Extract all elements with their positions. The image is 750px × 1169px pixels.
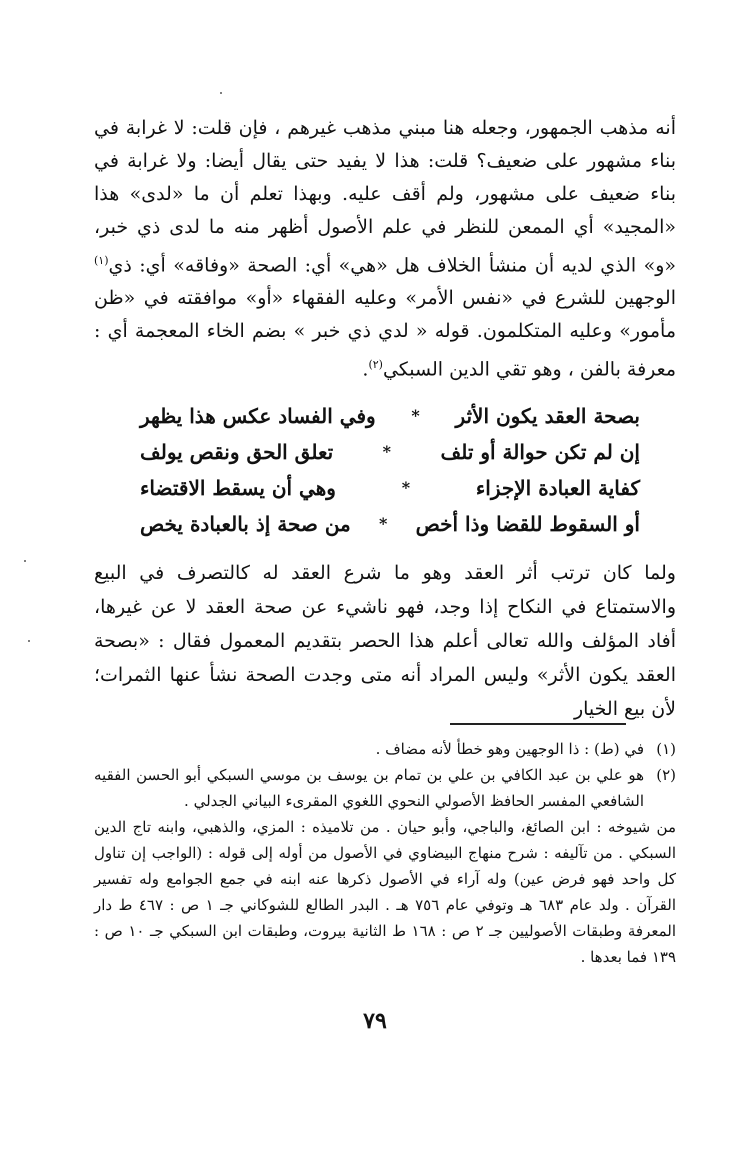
poem-line — [140, 434, 640, 470]
scan-speck — [220, 92, 222, 94]
poem-separator-star: * — [411, 406, 420, 425]
poem-line — [140, 470, 640, 506]
footnote-ref-1: (١) — [94, 254, 109, 267]
poem-separator-star: * — [382, 442, 392, 461]
scan-speck — [24, 560, 26, 562]
main-text-end: . — [362, 358, 369, 381]
footnote-1 — [94, 736, 676, 762]
footnote-number: (٢) — [656, 766, 676, 784]
poem-hemistich-left: وهي أن يسقط الاقتضاء — [140, 476, 336, 500]
footnotes — [94, 736, 676, 970]
scan-speck — [28, 640, 30, 642]
footnote-divider — [450, 723, 626, 725]
footnote-ref-2: (٢) — [368, 358, 383, 372]
footnote-2-continuation: من شيوخه : ابن الصائغ، والباجي، وأبو حيان . من تلاميذه : المزي، والذهبي، وابنه تاج الدين السبكي . من تآليفه : شرح منهاج البيضاوي في الأصول من أوله إلى قوله : (الواجب إن تناول كل واحد فهو فرض عين) وله آراء في الأصول ذكرها عنه ابنه في جمع الجوامع وله تفسير القرآن . ولد عام ٦٨٣ هـ وتوفي عام ٧٥٦ هـ . البدر الطالع للشوكاني جـ ١ ص : ٤٦٧ ط دار المعرفة وطبقات الأصوليين جـ ٢ ص : ١٦٨ ط الثانية بيروت، وطبقات ابن السبكي جـ ١٠ ص : ١٣٩ فما بعدها . — [94, 818, 676, 966]
second-paragraph-text: ولما كان ترتب أثر العقد وهو ما شرع العقد له كالتصرف في البيع والاستمتاع في النكاح إذا وجد، فهو ناشيء عن صحة العقد لا عن غيرها، أفاد المؤلف والله تعالى أعلم هذا الحصر بتقديم المعمول فقال : «بصحة العقد يكون الأثر» وليس المراد أنه متى وجدت الصحة نشأ عنها الثمرات؛ لأن بيع الخيار — [94, 562, 676, 720]
poem-line — [140, 398, 640, 434]
page-number: ٧٩ — [363, 1008, 387, 1034]
main-paragraph — [94, 112, 676, 387]
poem-hemistich-right: بصحة العقد يكون الأثر — [455, 404, 640, 428]
footnote-number: (١) — [656, 740, 676, 758]
poem-hemistich-right: أو السقوط للقضا وذا أخص — [415, 512, 640, 536]
footnote-text: هو علي بن عبد الكافي بن علي بن تمام بن يوسف بن موسي السبكي أبو الحسن الفقيه الشافعي المفسر الحافظ الأصولي النحوي اللغوي المقرىء البياني الجدلي . — [94, 766, 644, 810]
main-text-part-1: أنه مذهب الجمهور، وجعله هنا مبني مذهب غيرهم ، فإن قلت: لا غرابة في بناء مشهور على ضعيف؟ قلت: هذا لا يفيد حتى يقال أيضا: ولا غرابة في بناء ضعيف على مشهور، ولم أقف عليه. وبهذا تعلم أن ما «لدى» هذا «المجيد» أي الممعن للنظر في علم الأصول أظهر منه ما لدى ذي خبر، «و» الذي لديه أن منشأ الخلاف هل «هي» أي: الصحة «وفاقه» أي: ذي — [94, 117, 676, 277]
poem-hemistich-left: تعلق الحق ونقص يولف — [140, 440, 334, 464]
main-text-part-2: الوجهين للشرع في «نفس الأمر» وعليه الفقهاء «أو» موافقته في «ظن مأمور» وعليه المتكلمون. قوله « لدي ذي خبر » بضم الخاء المعجمة أي : معرفة بالفن ، وهو تقي الدين السبكي — [94, 287, 676, 381]
poem-hemistich-right: إن لم تكن حوالة أو تلف — [440, 440, 640, 464]
poem-separator-star: * — [379, 514, 388, 533]
poem-hemistich-left: وفي الفساد عكس هذا يظهر — [140, 404, 376, 428]
footnote-text: في (ط) : ذا الوجهين وهو خطأ لأنه مضاف . — [375, 740, 644, 758]
poem — [140, 398, 640, 542]
poem-line — [140, 506, 640, 542]
footnote-2 — [94, 762, 676, 814]
poem-separator-star: * — [401, 478, 411, 497]
poem-hemistich-left: من صحة إذ بالعبادة يخص — [140, 512, 351, 536]
second-paragraph — [94, 556, 676, 726]
poem-hemistich-right: كفاية العبادة الإجزاء — [475, 476, 640, 500]
